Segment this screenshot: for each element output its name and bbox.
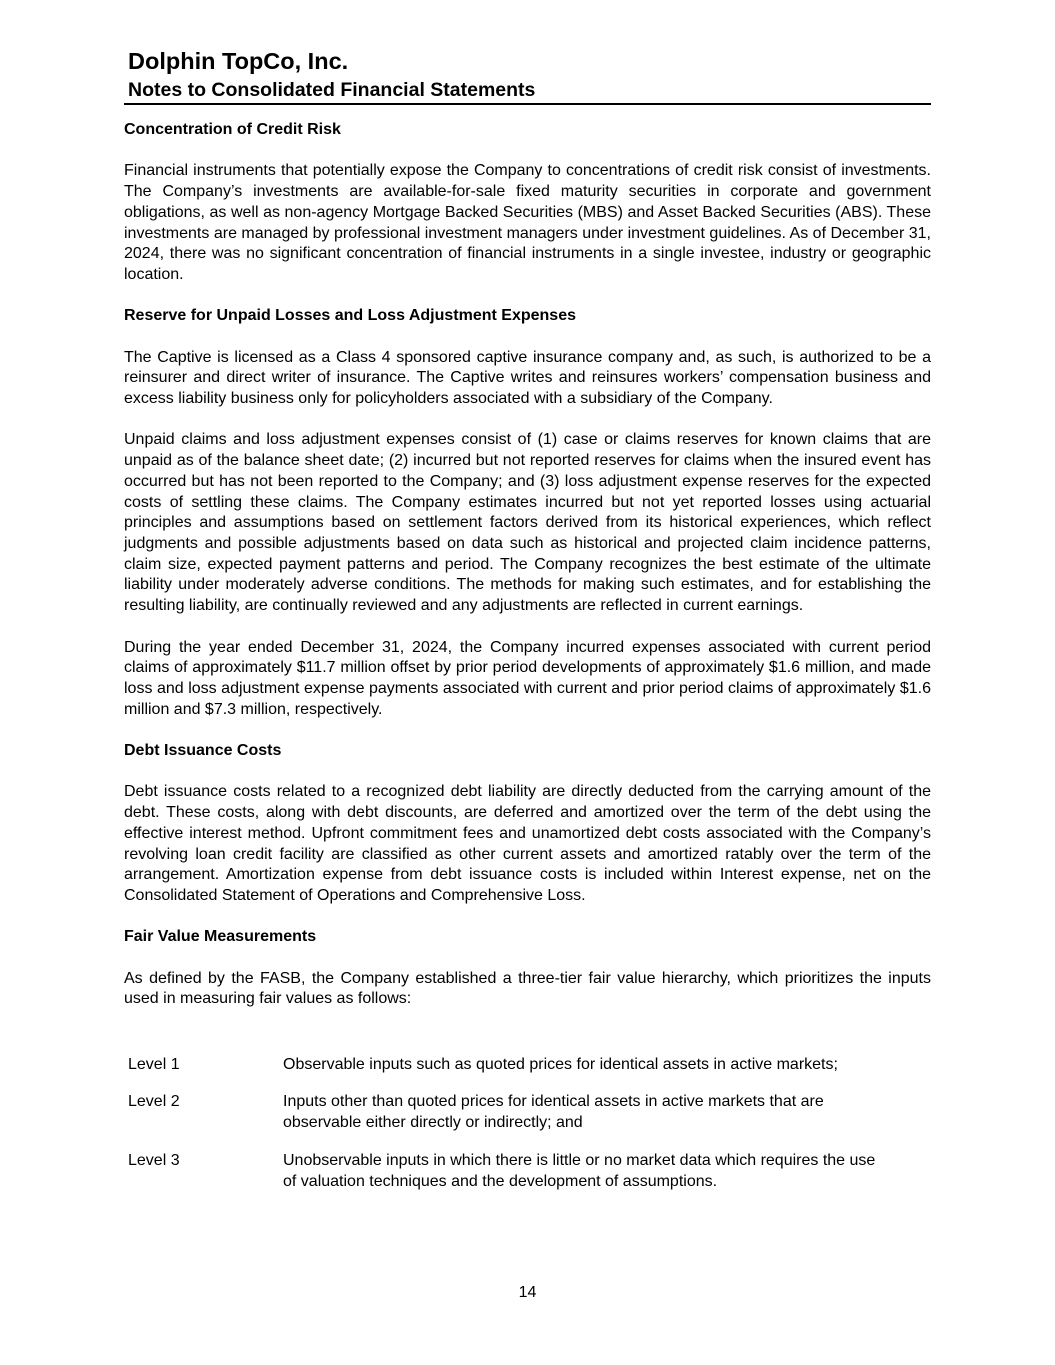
header-divider [124, 103, 931, 105]
section-heading-reserve: Reserve for Unpaid Losses and Loss Adjustment Expenses [124, 307, 576, 325]
paragraph-reserve-captive: The Captive is licensed as a Class 4 sponsored captive insurance company and, as such, is authorized to be a reinsurer and direct writer of insurance. The Captive writes and reinsures workers’ compensation business and excess liability business only for policyholders associated with a subsidiary of the Company. [124, 348, 931, 408]
paragraph-credit-risk: Financial instruments that potentially expose the Company to concentrations of credit risk consist of investments. The Company’s investments are available-for-sale fixed maturity securities in corporate and government obligations, as well as non-agency Mortgage Backed Securities (MBS) and Asset Backed Securities (ABS). These investments are managed by professional investment managers under investment guidelines. As of December 31, 2024, there was no significant concentration of financial instruments in a single investee, industry or geographic location. [124, 162, 931, 283]
document-body [124, 120, 931, 1010]
level-description-line: Unobservable inputs in which there is little or no market data which requires the use [283, 1152, 876, 1169]
level-label: Level 1 [128, 1056, 180, 1073]
level-description [283, 1151, 931, 1192]
company-title: Dolphin TopCo, Inc. [128, 48, 349, 74]
section-heading-credit-risk: Concentration of Credit Risk [124, 121, 341, 138]
level-description-line: Observable inputs such as quoted prices for identical assets in active markets; [283, 1056, 838, 1073]
level-description [283, 1055, 931, 1076]
paragraph-debt: Debt issuance costs related to a recognized debt liability are directly deducted from the carrying amount of the debt. These costs, along with debt discounts, are deferred and amortized over the term of the debt using the effective interest method. Upfront commitment fees and unamortized debt costs associated with the Company’s revolving loan credit facility are classified as other current assets and amortized ratably over the term of the arrangement. Amortization expense from debt issuance costs is included within Interest expense, net on the Consolidated Statement of Operations and Comprehensive Loss. [124, 783, 931, 904]
document-header [128, 46, 931, 104]
level-description-line: of valuation techniques and the development of assumptions. [283, 1172, 718, 1190]
level-label: Level 2 [128, 1093, 180, 1110]
section-heading-debt: Debt Issuance Costs [124, 742, 282, 759]
level-description-line: Inputs other than quoted prices for identical assets in active markets that are [283, 1093, 824, 1110]
paragraph-reserve-expenses: During the year ended December 31, 2024, the Company incurred expenses associated with current period claims of approximately $11.7 million offset by prior period developments of approximately $1.6 million, and made loss and loss adjustment expense payments associated with current and prior period claims of approximately $1.6 million and $7.3 million, respectively. [124, 638, 931, 718]
level-label: Level 3 [128, 1152, 180, 1169]
paragraph-reserve-unpaid-claims: Unpaid claims and loss adjustment expenses consist of (1) case or claims reserves for known claims that are unpaid as of the balance sheet date; (2) incurred but not reported reserves for claims when the insured event has occurred but has not been reported to the Company; and (3) loss adjustment expense reserves for the expected costs of settling these claims. The Company estimates incurred but not yet reported losses using actuarial principles and assumptions based on settlement factors derived from its historical experiences, which reflect judgments and possible adjustments based on data such as historical and projected claim incidence patterns, claim size, expected payment patterns and period. The Company recognizes the best estimate of the ultimate liability under moderately adverse conditions. The methods for making such estimates, and for establishing the resulting liability, are continually reviewed and any adjustments are reflected in current earnings. [124, 431, 931, 615]
paragraph-fair-value: As defined by the FASB, the Company established a three-tier fair value hierarchy, which prioritizes the inputs used in measuring fair values as follows: [124, 969, 931, 1008]
page-number: 14 [518, 1284, 537, 1301]
document-subtitle: Notes to Consolidated Financial Statements [128, 79, 536, 101]
section-heading-fair-value: Fair Value Measurements [124, 928, 317, 946]
level-description [283, 1092, 931, 1133]
level-description-line: observable either directly or indirectly; and [283, 1113, 583, 1131]
